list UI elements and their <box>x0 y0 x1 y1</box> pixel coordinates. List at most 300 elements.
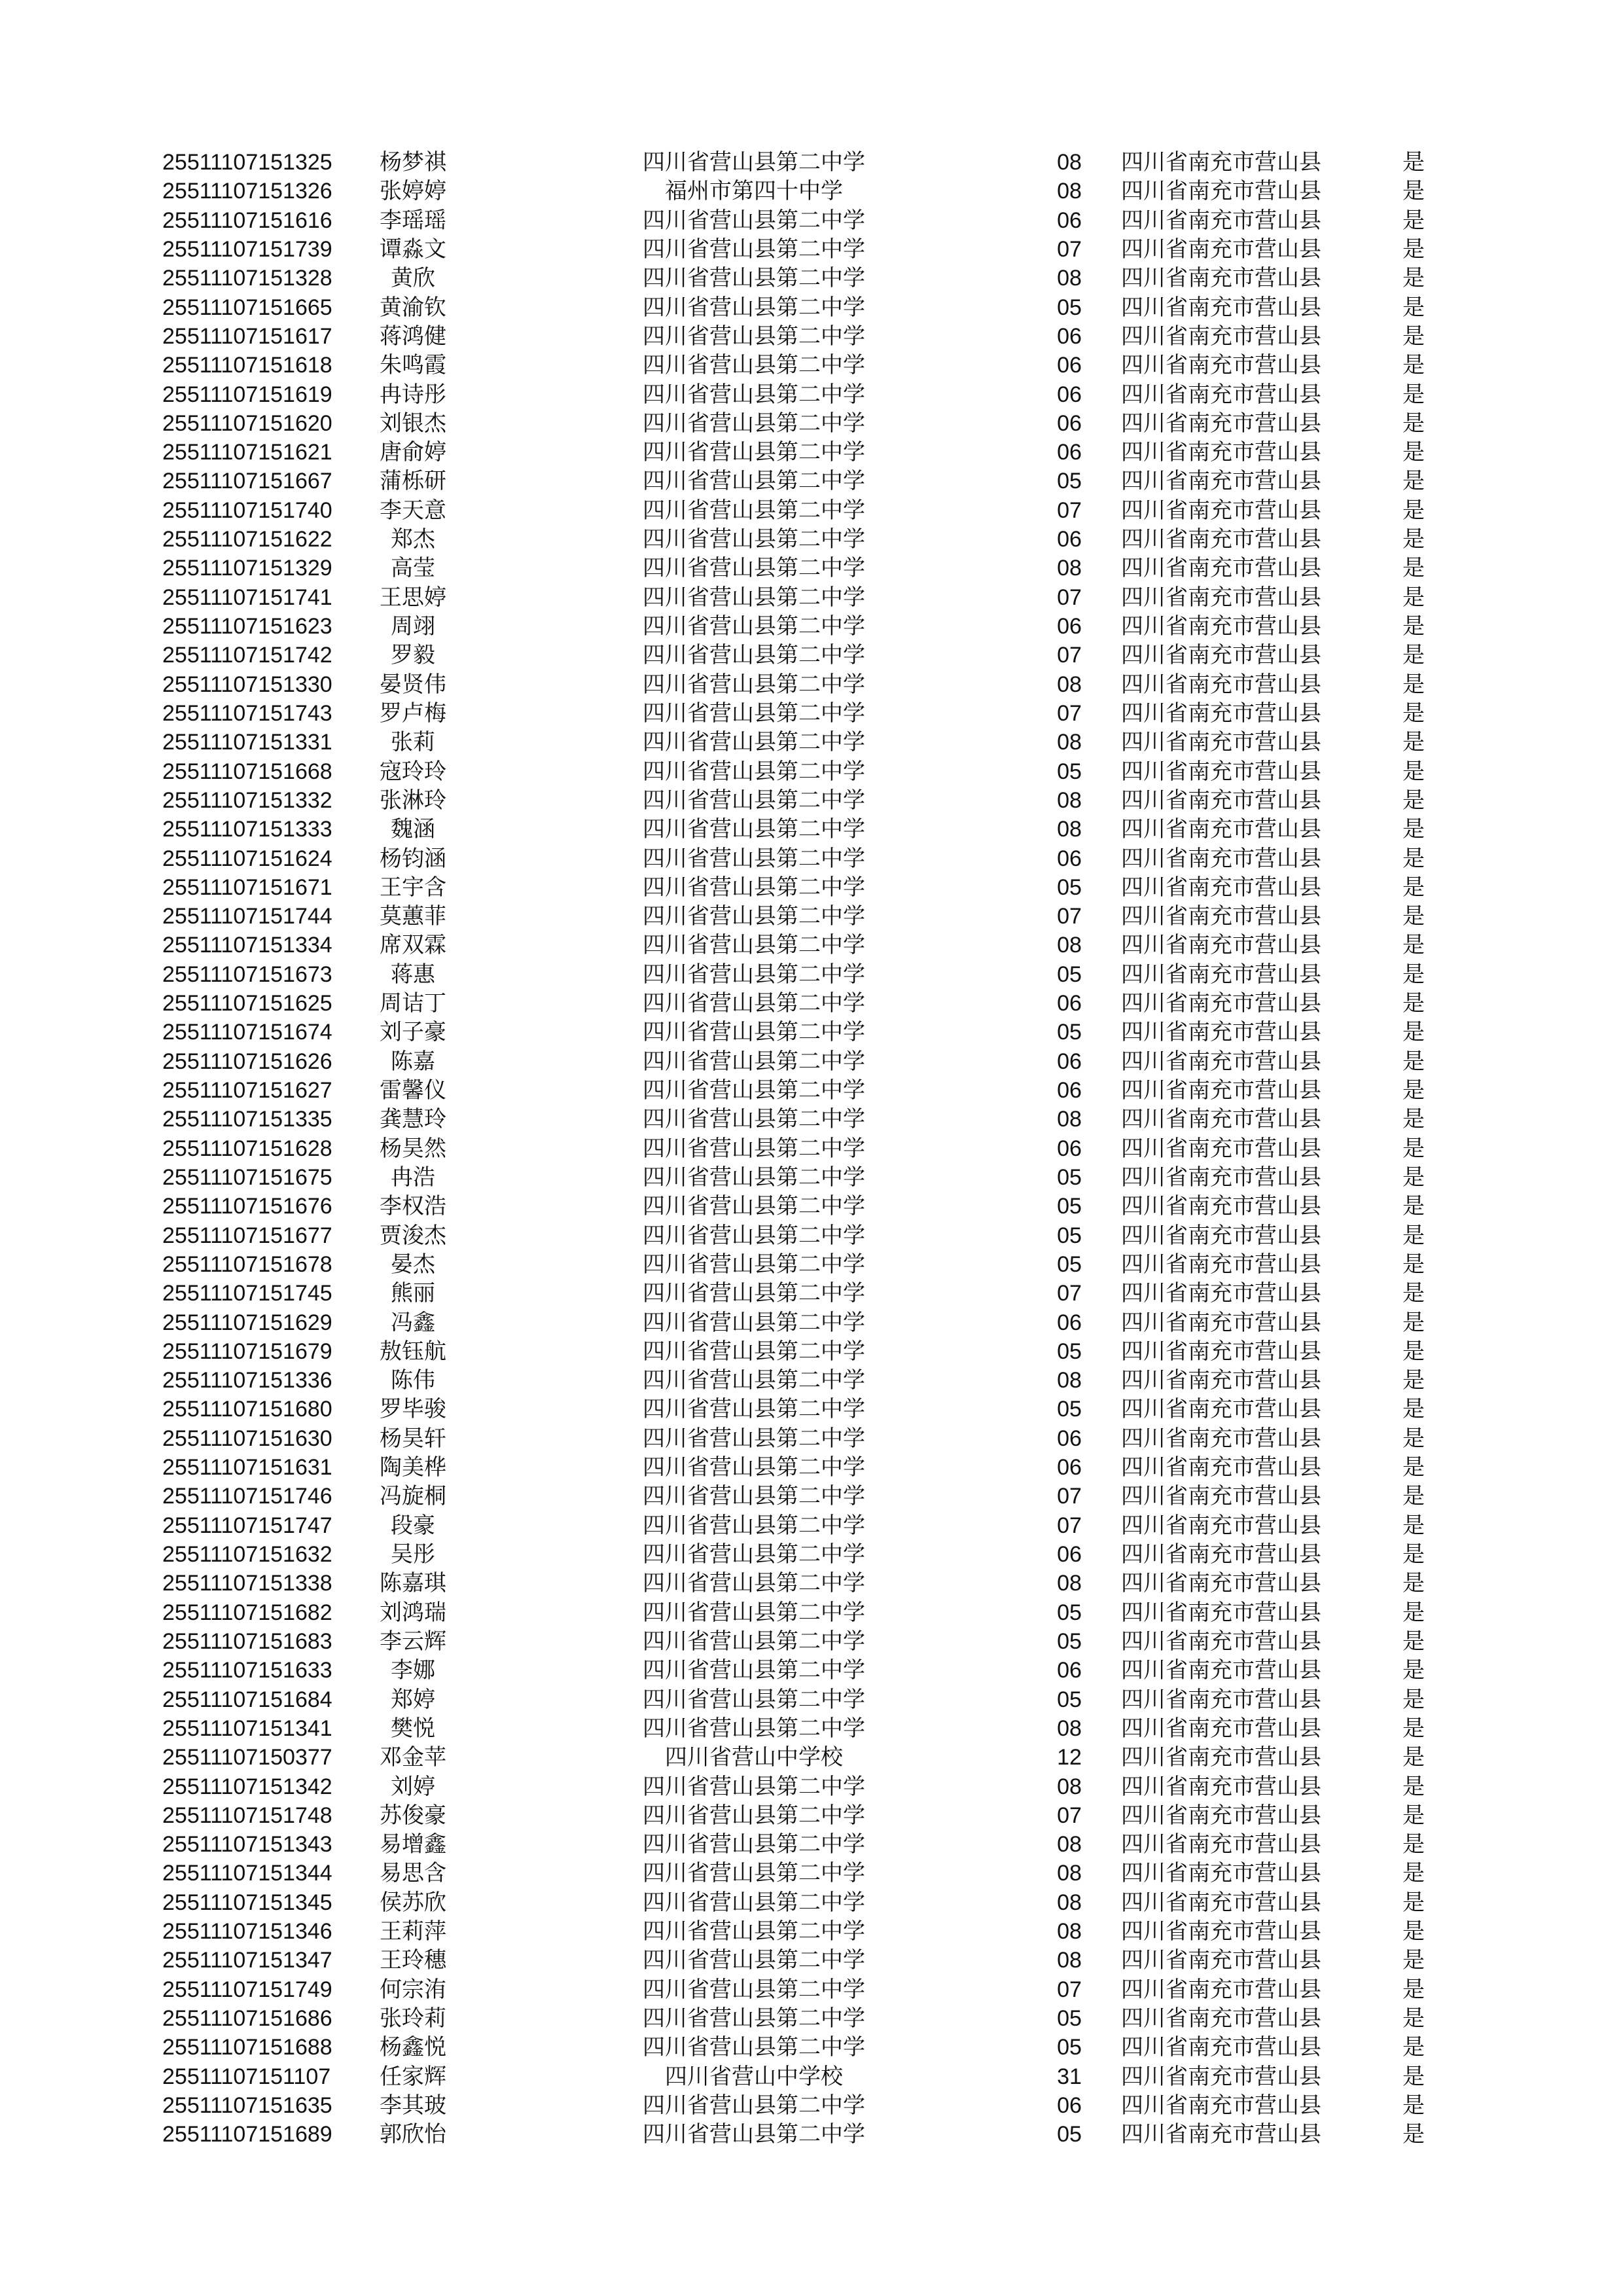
school-cell: 四川省营山县第二中学 <box>643 295 865 320</box>
student-name-cell: 莫蕙菲 <box>380 904 446 929</box>
flag-cell: 是 <box>1402 1426 1425 1451</box>
region-cell: 四川省南充市营山县 <box>1121 295 1321 320</box>
region-cell: 四川省南充市营山县 <box>1121 2064 1321 2089</box>
table-row <box>0 2033 1623 2062</box>
student-name-cell: 樊悦 <box>391 1715 435 1741</box>
table-row <box>0 902 1623 931</box>
region-cell: 四川省南充市营山县 <box>1121 1251 1321 1277</box>
table-row <box>0 1163 1623 1192</box>
student-id-cell: 25511107151334 <box>162 933 332 958</box>
school-cell: 四川省营山县第二中学 <box>643 1803 865 1828</box>
student-name-cell: 贾浚杰 <box>380 1223 446 1248</box>
school-cell: 四川省营山县第二中学 <box>643 1628 865 1654</box>
table-row <box>0 1337 1623 1366</box>
student-name-cell: 席双霖 <box>380 933 446 958</box>
grade-cell: 08 <box>1057 1861 1082 1886</box>
student-id-cell: 25511107151686 <box>162 2006 332 2031</box>
flag-cell: 是 <box>1402 497 1425 523</box>
grade-cell: 08 <box>1057 1948 1082 1973</box>
school-cell: 四川省营山县第二中学 <box>643 1600 865 1625</box>
flag-cell: 是 <box>1402 1948 1425 1973</box>
student-id-cell: 25511107151346 <box>162 1919 332 1945</box>
school-cell: 四川省营山县第二中学 <box>643 2035 865 2060</box>
flag-cell: 是 <box>1402 1397 1425 1422</box>
flag-cell: 是 <box>1402 1774 1425 1799</box>
school-cell: 四川省营山县第二中学 <box>643 2006 865 2031</box>
flag-cell: 是 <box>1402 353 1425 378</box>
region-cell: 四川省南充市营山县 <box>1121 730 1321 755</box>
region-cell: 四川省南充市营山县 <box>1121 1977 1321 2002</box>
grade-cell: 08 <box>1057 817 1082 842</box>
table-row <box>0 2062 1623 2091</box>
student-name-cell: 邓金苹 <box>380 1745 446 1770</box>
student-id-cell: 25511107151623 <box>162 614 332 639</box>
region-cell: 四川省南充市营山县 <box>1121 236 1321 262</box>
student-name-cell: 张婷婷 <box>380 179 446 204</box>
grade-cell: 08 <box>1057 730 1082 755</box>
flag-cell: 是 <box>1402 2122 1425 2147</box>
student-name-cell: 刘婷 <box>391 1774 435 1799</box>
student-name-cell: 陈伟 <box>391 1368 435 1393</box>
student-name-cell: 杨钧涵 <box>380 846 446 871</box>
region-cell: 四川省南充市营山县 <box>1121 1745 1321 1770</box>
school-cell: 四川省营山县第二中学 <box>643 817 865 842</box>
student-id-cell: 25511107151341 <box>162 1715 332 1741</box>
region-cell: 四川省南充市营山县 <box>1121 1600 1321 1625</box>
region-cell: 四川省南充市营山县 <box>1121 497 1321 523</box>
grade-cell: 06 <box>1057 2092 1082 2118</box>
student-id-cell: 25511107151328 <box>162 266 332 291</box>
grade-cell: 07 <box>1057 700 1082 726</box>
table-row <box>0 1772 1623 1801</box>
region-cell: 四川省南充市营山县 <box>1121 2006 1321 2031</box>
student-id-cell: 25511107151749 <box>162 1977 332 2002</box>
student-id-cell: 25511107151617 <box>162 323 332 349</box>
flag-cell: 是 <box>1402 1049 1425 1074</box>
table-row <box>0 1946 1623 1975</box>
flag-cell: 是 <box>1402 1715 1425 1741</box>
flag-cell: 是 <box>1402 991 1425 1016</box>
student-name-cell: 李云辉 <box>380 1628 446 1654</box>
school-cell: 四川省营山县第二中学 <box>643 904 865 929</box>
student-id-cell: 25511107151629 <box>162 1310 332 1335</box>
flag-cell: 是 <box>1402 1658 1425 1683</box>
flag-cell: 是 <box>1402 1803 1425 1828</box>
flag-cell: 是 <box>1402 1542 1425 1567</box>
school-cell: 四川省营山县第二中学 <box>643 1164 865 1190</box>
student-id-cell: 25511107151621 <box>162 440 332 465</box>
grade-cell: 05 <box>1057 469 1082 494</box>
school-cell: 四川省营山县第二中学 <box>643 730 865 755</box>
school-cell: 四川省营山县第二中学 <box>643 266 865 291</box>
grade-cell: 07 <box>1057 643 1082 668</box>
school-cell: 四川省营山县第二中学 <box>643 1338 865 1364</box>
school-cell: 四川省营山县第二中学 <box>643 1455 865 1480</box>
student-id-cell: 25511107151619 <box>162 382 332 407</box>
flag-cell: 是 <box>1402 874 1425 900</box>
table-row <box>0 1540 1623 1569</box>
table-row <box>0 583 1623 612</box>
grade-cell: 06 <box>1057 382 1082 407</box>
student-name-cell: 罗毅 <box>391 643 435 668</box>
region-cell: 四川省南充市营山县 <box>1121 1194 1321 1219</box>
school-cell: 四川省营山县第二中学 <box>643 1774 865 1799</box>
grade-cell: 06 <box>1057 991 1082 1016</box>
region-cell: 四川省南充市营山县 <box>1121 469 1321 494</box>
region-cell: 四川省南充市营山县 <box>1121 1020 1321 1045</box>
student-id-cell: 25511107151345 <box>162 1890 332 1915</box>
region-cell: 四川省南充市营山县 <box>1121 323 1321 349</box>
grade-cell: 06 <box>1057 1049 1082 1074</box>
region-cell: 四川省南充市营山县 <box>1121 1542 1321 1567</box>
region-cell: 四川省南充市营山县 <box>1121 787 1321 813</box>
grade-cell: 05 <box>1057 2035 1082 2060</box>
region-cell: 四川省南充市营山县 <box>1121 1338 1321 1364</box>
student-name-cell: 郑杰 <box>391 527 435 552</box>
table-row <box>0 815 1623 844</box>
flag-cell: 是 <box>1402 1832 1425 1857</box>
grade-cell: 05 <box>1057 2122 1082 2147</box>
school-cell: 四川省营山县第二中学 <box>643 874 865 900</box>
grade-cell: 07 <box>1057 1977 1082 2002</box>
school-cell: 福州市第四十中学 <box>665 179 843 204</box>
table-row <box>0 293 1623 322</box>
school-cell: 四川省营山县第二中学 <box>643 1310 865 1335</box>
student-name-cell: 杨昊然 <box>380 1136 446 1161</box>
flag-cell: 是 <box>1402 787 1425 813</box>
table-row <box>0 728 1623 757</box>
grade-cell: 06 <box>1057 353 1082 378</box>
student-id-cell: 25511107151343 <box>162 1832 332 1857</box>
school-cell: 四川省营山县第二中学 <box>643 846 865 871</box>
grade-cell: 05 <box>1057 1600 1082 1625</box>
table-row <box>0 989 1623 1018</box>
flag-cell: 是 <box>1402 150 1425 175</box>
region-cell: 四川省南充市营山县 <box>1121 700 1321 726</box>
grade-cell: 06 <box>1057 1542 1082 1567</box>
flag-cell: 是 <box>1402 410 1425 436</box>
region-cell: 四川省南充市营山县 <box>1121 1164 1321 1190</box>
table-row <box>0 409 1623 438</box>
student-id-cell: 25511107151689 <box>162 2122 332 2147</box>
school-cell: 四川省营山县第二中学 <box>643 1397 865 1422</box>
school-cell: 四川省营山县第二中学 <box>643 1136 865 1161</box>
table-row <box>0 1598 1623 1627</box>
school-cell: 四川省营山县第二中学 <box>643 933 865 958</box>
student-id-cell: 25511107151744 <box>162 904 332 929</box>
student-id-cell: 25511107151682 <box>162 1600 332 1625</box>
student-id-cell: 25511107151683 <box>162 1628 332 1654</box>
student-id-cell: 25511107151668 <box>162 759 332 784</box>
student-name-cell: 易思含 <box>380 1861 446 1886</box>
student-name-cell: 杨梦祺 <box>380 150 446 175</box>
school-cell: 四川省营山中学校 <box>665 2064 843 2089</box>
table-row <box>0 699 1623 728</box>
table-row <box>0 496 1623 525</box>
school-cell: 四川省营山县第二中学 <box>643 527 865 552</box>
flag-cell: 是 <box>1402 846 1425 871</box>
student-id-cell: 25511107151628 <box>162 1136 332 1161</box>
student-id-cell: 25511107151626 <box>162 1049 332 1074</box>
grade-cell: 08 <box>1057 1919 1082 1945</box>
flag-cell: 是 <box>1402 1890 1425 1915</box>
table-row <box>0 1018 1623 1047</box>
student-name-cell: 王莉萍 <box>380 1919 446 1945</box>
region-cell: 四川省南充市营山县 <box>1121 933 1321 958</box>
flag-cell: 是 <box>1402 266 1425 291</box>
region-cell: 四川省南充市营山县 <box>1121 1078 1321 1103</box>
flag-cell: 是 <box>1402 179 1425 204</box>
student-name-cell: 刘银杰 <box>380 410 446 436</box>
school-cell: 四川省营山县第二中学 <box>643 497 865 523</box>
flag-cell: 是 <box>1402 2006 1425 2031</box>
student-name-cell: 魏涵 <box>391 817 435 842</box>
region-cell: 四川省南充市营山县 <box>1121 1484 1321 1509</box>
table-row <box>0 873 1623 902</box>
school-cell: 四川省营山县第二中学 <box>643 150 865 175</box>
school-cell: 四川省营山县第二中学 <box>643 382 865 407</box>
grade-cell: 05 <box>1057 961 1082 987</box>
region-cell: 四川省南充市营山县 <box>1121 527 1321 552</box>
flag-cell: 是 <box>1402 1164 1425 1190</box>
region-cell: 四川省南充市营山县 <box>1121 2122 1321 2147</box>
grade-cell: 05 <box>1057 1687 1082 1712</box>
school-cell: 四川省营山县第二中学 <box>643 1078 865 1103</box>
region-cell: 四川省南充市营山县 <box>1121 1426 1321 1451</box>
school-cell: 四川省营山县第二中学 <box>643 1281 865 1306</box>
table-row <box>0 2120 1623 2149</box>
grade-cell: 05 <box>1057 1223 1082 1248</box>
school-cell: 四川省营山县第二中学 <box>643 1861 865 1886</box>
table-row <box>0 1047 1623 1076</box>
student-name-cell: 黄渝钦 <box>380 295 446 320</box>
student-name-cell: 李瑶瑶 <box>380 207 446 233</box>
region-cell: 四川省南充市营山县 <box>1121 150 1321 175</box>
student-id-cell: 25511107151747 <box>162 1513 332 1538</box>
student-name-cell: 寇玲玲 <box>380 759 446 784</box>
school-cell: 四川省营山县第二中学 <box>643 1948 865 1973</box>
grade-cell: 07 <box>1057 236 1082 262</box>
school-cell: 四川省营山县第二中学 <box>643 643 865 668</box>
student-id-cell: 25511107151107 <box>162 2064 331 2089</box>
student-id-cell: 25511107151677 <box>162 1223 332 1248</box>
region-cell: 四川省南充市营山县 <box>1121 440 1321 465</box>
student-id-cell: 25511107151678 <box>162 1251 332 1277</box>
student-id-cell: 25511107151624 <box>162 846 332 871</box>
table-row <box>0 1801 1623 1830</box>
student-id-cell: 25511107151632 <box>162 1542 332 1567</box>
student-name-cell: 朱鸣霞 <box>380 353 446 378</box>
school-cell: 四川省营山县第二中学 <box>643 672 865 697</box>
grade-cell: 07 <box>1057 1281 1082 1306</box>
flag-cell: 是 <box>1402 1078 1425 1103</box>
flag-cell: 是 <box>1402 1281 1425 1306</box>
grade-cell: 06 <box>1057 440 1082 465</box>
flag-cell: 是 <box>1402 933 1425 958</box>
region-cell: 四川省南充市营山县 <box>1121 1049 1321 1074</box>
student-id-cell: 25511107151333 <box>162 817 332 842</box>
student-name-cell: 熊丽 <box>391 1281 435 1306</box>
region-cell: 四川省南充市营山县 <box>1121 961 1321 987</box>
student-name-cell: 陶美桦 <box>380 1455 446 1480</box>
student-id-cell: 25511107151627 <box>162 1078 332 1103</box>
region-cell: 四川省南充市营山县 <box>1121 2092 1321 2118</box>
flag-cell: 是 <box>1402 1455 1425 1480</box>
region-cell: 四川省南充市营山县 <box>1121 1803 1321 1828</box>
student-name-cell: 何宗洧 <box>380 1977 446 2002</box>
region-cell: 四川省南充市营山县 <box>1121 991 1321 1016</box>
flag-cell: 是 <box>1402 295 1425 320</box>
school-cell: 四川省营山县第二中学 <box>643 1977 865 2002</box>
student-name-cell: 杨鑫悦 <box>380 2035 446 2060</box>
student-id-cell: 25511107151741 <box>162 584 332 610</box>
grade-cell: 07 <box>1057 497 1082 523</box>
flag-cell: 是 <box>1402 2035 1425 2060</box>
student-id-cell: 25511107151338 <box>162 1571 332 1596</box>
region-cell: 四川省南充市营山县 <box>1121 207 1321 233</box>
grade-cell: 08 <box>1057 672 1082 697</box>
student-id-cell: 25511107151325 <box>162 150 332 175</box>
flag-cell: 是 <box>1402 527 1425 552</box>
school-cell: 四川省营山县第二中学 <box>643 236 865 262</box>
region-cell: 四川省南充市营山县 <box>1121 179 1321 204</box>
student-id-cell: 25511107151618 <box>162 353 332 378</box>
school-cell: 四川省营山县第二中学 <box>643 1107 865 1132</box>
region-cell: 四川省南充市营山县 <box>1121 1513 1321 1538</box>
student-name-cell: 陈嘉琪 <box>380 1571 446 1596</box>
student-name-cell: 罗毕骏 <box>380 1397 446 1422</box>
school-cell: 四川省营山县第二中学 <box>643 410 865 436</box>
table-row <box>0 1192 1623 1221</box>
grade-cell: 05 <box>1057 1020 1082 1045</box>
flag-cell: 是 <box>1402 1571 1425 1596</box>
grade-cell: 05 <box>1057 1164 1082 1190</box>
region-cell: 四川省南充市营山县 <box>1121 266 1321 291</box>
student-name-cell: 苏俊豪 <box>380 1803 446 1828</box>
region-cell: 四川省南充市营山县 <box>1121 1832 1321 1857</box>
table-row <box>0 1366 1623 1395</box>
region-cell: 四川省南充市营山县 <box>1121 1948 1321 1973</box>
student-id-cell: 25511107150377 <box>162 1745 332 1770</box>
region-cell: 四川省南充市营山县 <box>1121 846 1321 871</box>
student-id-cell: 25511107151342 <box>162 1774 332 1799</box>
student-id-cell: 25511107151344 <box>162 1861 332 1886</box>
grade-cell: 05 <box>1057 2006 1082 2031</box>
table-row <box>0 931 1623 960</box>
flag-cell: 是 <box>1402 1600 1425 1625</box>
school-cell: 四川省营山县第二中学 <box>643 1832 865 1857</box>
flag-cell: 是 <box>1402 1310 1425 1335</box>
student-name-cell: 敖钰航 <box>380 1338 446 1364</box>
flag-cell: 是 <box>1402 469 1425 494</box>
school-cell: 四川省营山县第二中学 <box>643 1251 865 1277</box>
region-cell: 四川省南充市营山县 <box>1121 1136 1321 1161</box>
school-cell: 四川省营山县第二中学 <box>643 614 865 639</box>
roster-table <box>0 148 1623 2149</box>
table-row <box>0 1424 1623 1453</box>
table-row <box>0 1685 1623 1714</box>
flag-cell: 是 <box>1402 1368 1425 1393</box>
flag-cell: 是 <box>1402 961 1425 987</box>
flag-cell: 是 <box>1402 1977 1425 2002</box>
school-cell: 四川省营山县第二中学 <box>643 1484 865 1509</box>
grade-cell: 08 <box>1057 1715 1082 1741</box>
grade-cell: 06 <box>1057 1078 1082 1103</box>
table-row <box>0 1105 1623 1134</box>
grade-cell: 05 <box>1057 1251 1082 1277</box>
school-cell: 四川省营山县第二中学 <box>643 1919 865 1945</box>
flag-cell: 是 <box>1402 584 1425 610</box>
region-cell: 四川省南充市营山县 <box>1121 1310 1321 1335</box>
student-name-cell: 吴彤 <box>391 1542 435 1567</box>
school-cell: 四川省营山县第二中学 <box>643 759 865 784</box>
table-row <box>0 670 1623 699</box>
region-cell: 四川省南充市营山县 <box>1121 1861 1321 1886</box>
table-row <box>0 1250 1623 1279</box>
student-id-cell: 25511107151331 <box>162 730 332 755</box>
student-id-cell: 25511107151680 <box>162 1397 332 1422</box>
student-name-cell: 蒲栎研 <box>380 469 446 494</box>
grade-cell: 06 <box>1057 1426 1082 1451</box>
flag-cell: 是 <box>1402 2064 1425 2089</box>
flag-cell: 是 <box>1402 700 1425 726</box>
flag-cell: 是 <box>1402 730 1425 755</box>
grade-cell: 06 <box>1057 527 1082 552</box>
region-cell: 四川省南充市营山县 <box>1121 584 1321 610</box>
school-cell: 四川省营山县第二中学 <box>643 1542 865 1567</box>
flag-cell: 是 <box>1402 1687 1425 1712</box>
student-id-cell: 25511107151330 <box>162 672 332 697</box>
table-row <box>0 2004 1623 2033</box>
student-id-cell: 25511107151674 <box>162 1020 332 1045</box>
student-name-cell: 杨昊轩 <box>380 1426 446 1451</box>
region-cell: 四川省南充市营山县 <box>1121 904 1321 929</box>
region-cell: 四川省南充市营山县 <box>1121 353 1321 378</box>
region-cell: 四川省南充市营山县 <box>1121 1687 1321 1712</box>
student-name-cell: 唐俞婷 <box>380 440 446 465</box>
student-id-cell: 25511107151746 <box>162 1484 332 1509</box>
region-cell: 四川省南充市营山县 <box>1121 1107 1321 1132</box>
student-id-cell: 25511107151742 <box>162 643 332 668</box>
region-cell: 四川省南充市营山县 <box>1121 614 1321 639</box>
school-cell: 四川省营山县第二中学 <box>643 323 865 349</box>
school-cell: 四川省营山县第二中学 <box>643 1368 865 1393</box>
table-row <box>0 1627 1623 1656</box>
student-name-cell: 王玲穗 <box>380 1948 446 1973</box>
table-row <box>0 351 1623 380</box>
student-id-cell: 25511107151676 <box>162 1194 332 1219</box>
flag-cell: 是 <box>1402 1020 1425 1045</box>
grade-cell: 07 <box>1057 904 1082 929</box>
student-name-cell: 雷馨仪 <box>380 1078 446 1103</box>
grade-cell: 05 <box>1057 759 1082 784</box>
flag-cell: 是 <box>1402 1223 1425 1248</box>
school-cell: 四川省营山县第二中学 <box>643 207 865 233</box>
flag-cell: 是 <box>1402 1338 1425 1364</box>
grade-cell: 06 <box>1057 614 1082 639</box>
grade-cell: 06 <box>1057 1136 1082 1161</box>
table-row <box>0 148 1623 177</box>
grade-cell: 05 <box>1057 1628 1082 1654</box>
school-cell: 四川省营山县第二中学 <box>643 2092 865 2118</box>
student-id-cell: 25511107151329 <box>162 556 332 581</box>
grade-cell: 08 <box>1057 933 1082 958</box>
table-row <box>0 612 1623 641</box>
region-cell: 四川省南充市营山县 <box>1121 672 1321 697</box>
grade-cell: 08 <box>1057 1774 1082 1799</box>
flag-cell: 是 <box>1402 614 1425 639</box>
grade-cell: 08 <box>1057 556 1082 581</box>
